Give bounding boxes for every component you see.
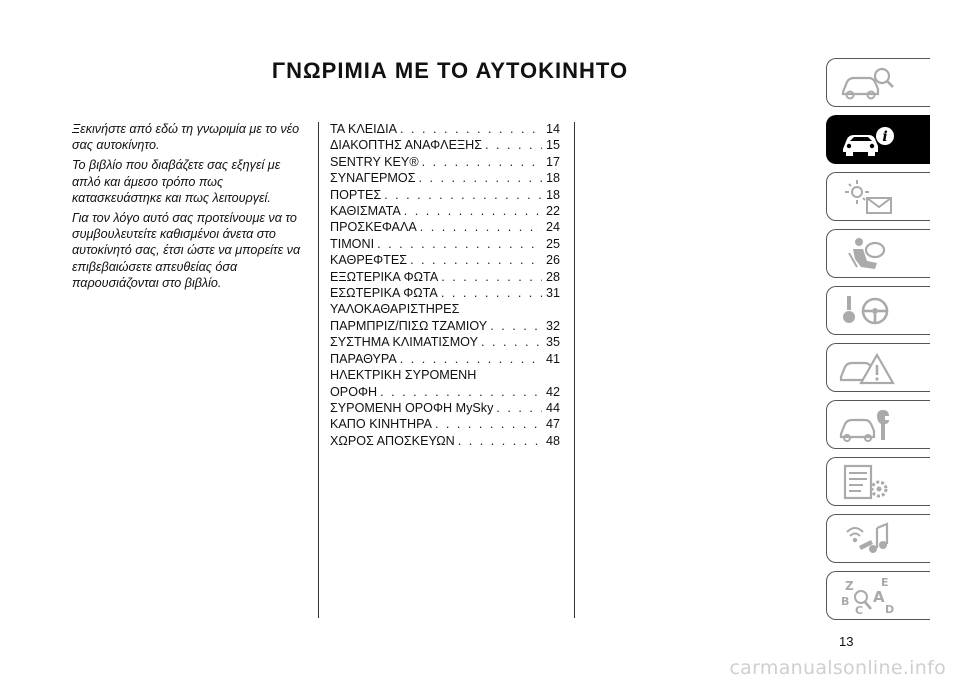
index-letter: E — [881, 575, 889, 589]
toc-entry-seats[interactable] — [330, 203, 560, 219]
toc-entry-wipers[interactable] — [330, 301, 560, 317]
svg-text:i: i — [882, 128, 888, 145]
chapter-tabs — [826, 58, 930, 628]
index-letter: D — [885, 602, 895, 616]
toc-leader — [380, 384, 542, 400]
toc-entry-sentry-key[interactable] — [330, 154, 560, 170]
car-search-icon — [837, 62, 897, 104]
toc-label: ΚΑΘΙΣΜΑΤΑ — [330, 204, 401, 219]
toc-leader — [422, 154, 542, 170]
toc-page: 31 — [545, 286, 560, 301]
airbag-person-icon — [837, 233, 897, 275]
toc-page: 18 — [545, 171, 560, 186]
toc-leader — [490, 318, 542, 334]
multimedia-icon — [837, 518, 897, 560]
index-letter: C — [855, 603, 864, 617]
steering-key-icon — [837, 290, 897, 332]
toc-leader — [441, 285, 542, 301]
toc-page: 32 — [545, 318, 560, 333]
intro-paragraph: Ξεκινήστε από εδώ τη γνωριμία με το νέο σας αυτοκίνητο. — [72, 122, 300, 153]
toc-entry-keys[interactable] — [330, 121, 560, 137]
alphabetical-index-icon — [837, 575, 897, 617]
tab-technical-data[interactable] — [826, 457, 930, 506]
toc-leader — [419, 170, 542, 186]
toc-entry-windows[interactable] — [330, 351, 560, 367]
toc-page: 28 — [545, 269, 560, 284]
index-letter: B — [841, 594, 850, 608]
toc-page: 15 — [545, 138, 560, 153]
toc-entry-exterior-lights[interactable] — [330, 269, 560, 285]
toc-page: 18 — [545, 187, 560, 202]
toc-page: 48 — [545, 433, 560, 448]
toc-label: ΟΡΟΦΗ — [330, 384, 378, 399]
toc-entry-climate-control[interactable] — [330, 334, 560, 350]
toc-entry-interior-lights[interactable] — [330, 285, 560, 301]
toc-entry-luggage-compartment[interactable] — [330, 433, 560, 449]
toc-label: ΣΥΡΟΜΕΝΗ ΟΡΟΦΗ MySky — [330, 400, 494, 415]
toc-label: ΣΥΝΑΓΕΡΜΟΣ — [330, 171, 416, 186]
toc-page: 42 — [545, 384, 560, 399]
toc-entry-doors[interactable] — [330, 187, 560, 203]
intro-text — [72, 121, 310, 295]
toc-entry-head-restraints[interactable] — [330, 219, 560, 235]
column-divider-left — [318, 122, 319, 618]
table-of-contents — [330, 121, 560, 449]
toc-page: 26 — [545, 253, 560, 268]
tab-airbag-safety[interactable] — [826, 229, 930, 278]
toc-label: ΠΡΟΣΚΕΦΑΛΑ — [330, 220, 417, 235]
toc-label: ΤΙΜΟΝΙ — [330, 236, 375, 251]
car-emergency-icon — [837, 347, 897, 389]
toc-entry-roof[interactable] — [330, 384, 560, 400]
toc-leader — [435, 416, 542, 432]
toc-page: 25 — [545, 236, 560, 251]
toc-label: ΚΑΠΟ ΚΙΝΗΤΗΡΑ — [330, 417, 432, 432]
toc-label: ΧΩΡΟΣ ΑΠΟΣΚΕΥΩΝ — [330, 433, 455, 448]
toc-label: ΗΛΕΚΤΡΙΚΗ ΣΥΡΟΜΕΝΗ — [330, 368, 477, 383]
page-title: ΓΝΩΡΙΜΙΑ ΜΕ ΤΟ ΑΥΤΟΚΙΝΗΤΟ — [271, 58, 629, 83]
toc-page: 14 — [545, 122, 560, 136]
car-service-icon — [837, 404, 897, 446]
tab-emergency[interactable] — [826, 343, 930, 392]
toc-label: ΣΥΣΤΗΜΑ ΚΛΙΜΑΤΙΣΜΟΥ — [330, 335, 478, 350]
toc-label: ΠΟΡΤΕΣ — [330, 187, 382, 202]
column-divider-right — [574, 122, 575, 618]
toc-entry-steering-wheel[interactable] — [330, 236, 560, 252]
intro-paragraph: Το βιβλίο που διαβάζετε σας εξηγεί με απλό και άμεσο τρόπο πως κατασκευάστηκε και πως λειτουργεί. — [72, 158, 281, 205]
toc-entry-mysky-roof[interactable] — [330, 400, 560, 416]
toc-leader — [420, 219, 542, 235]
toc-label: ΥΑΛΟΚΑΘΑΡΙΣΤΗΡΕΣ — [330, 302, 460, 317]
toc-entry-electric-sunroof[interactable] — [330, 367, 560, 383]
toc-leader — [384, 187, 542, 203]
toc-label: ΤΑ ΚΛΕΙΔΙΑ — [330, 122, 397, 136]
toc-entry-alarm[interactable] — [330, 170, 560, 186]
tab-car-search[interactable] — [826, 58, 930, 107]
toc-page: 22 — [545, 204, 560, 219]
toc-entry-bonnet[interactable] — [330, 416, 560, 432]
toc-leader — [485, 137, 542, 153]
toc-leader — [377, 236, 542, 252]
toc-page: 35 — [545, 335, 560, 350]
tab-car-info[interactable] — [826, 115, 930, 164]
index-letter: A — [873, 587, 885, 606]
watermark: carmanualsonline.info — [729, 657, 946, 679]
toc-label: ΠΑΡΜΠΡΙΖ/ΠΙΣΩ ΤΖΑΜΙΟΥ — [330, 318, 488, 333]
tab-servicing[interactable] — [826, 400, 930, 449]
toc-label: ΕΣΩΤΕΡΙΚΑ ΦΩΤΑ — [330, 286, 438, 301]
toc-leader — [441, 269, 542, 285]
toc-entry-mirrors[interactable] — [330, 252, 560, 268]
intro-paragraph: Για τον λόγο αυτό σας προτείνουμε να το συμβουλευτείτε καθισμένοι άνετα στο αυτοκίνητό σας, έτσι ώστε να μπορείτε να επιβεβαιώσετε απευθείας όσα παρουσιάζονται στο βιβλίο. — [72, 211, 301, 290]
toc-leader — [400, 121, 542, 137]
toc-entry-windscreen[interactable] — [330, 318, 560, 334]
toc-leader — [410, 252, 542, 268]
toc-leader — [400, 351, 542, 367]
page-number: 13 — [839, 634, 854, 649]
toc-leader — [481, 334, 542, 350]
index-letter: Z — [845, 578, 854, 593]
tab-warning-lights[interactable] — [826, 172, 930, 221]
tab-starting-driving[interactable] — [826, 286, 930, 335]
car-info-icon — [837, 119, 897, 161]
toc-label: ΠΑΡΑΘΥΡΑ — [330, 351, 397, 366]
toc-page: 17 — [545, 154, 560, 169]
toc-leader — [404, 203, 542, 219]
tab-multimedia[interactable] — [826, 514, 930, 563]
toc-page: 24 — [545, 220, 560, 235]
technical-data-icon — [837, 461, 897, 503]
toc-label: ΔΙΑΚΟΠΤΗΣ ΑΝΑΦΛΕΞΗΣ — [330, 138, 483, 153]
tab-index[interactable] — [826, 571, 930, 620]
toc-label: ΚΑΘΡΕΦΤΕΣ — [330, 253, 408, 268]
warning-lights-icon — [837, 176, 897, 218]
toc-leader — [496, 400, 542, 416]
toc-leader — [458, 433, 542, 449]
toc-label: SENTRY KEY® — [330, 154, 419, 169]
toc-label: ΕΞΩΤΕΡΙΚΑ ΦΩΤΑ — [330, 269, 439, 284]
toc-page: 44 — [545, 400, 560, 415]
toc-page: 41 — [545, 351, 560, 366]
toc-page: 47 — [545, 417, 560, 432]
toc-entry-ignition[interactable] — [330, 137, 560, 153]
